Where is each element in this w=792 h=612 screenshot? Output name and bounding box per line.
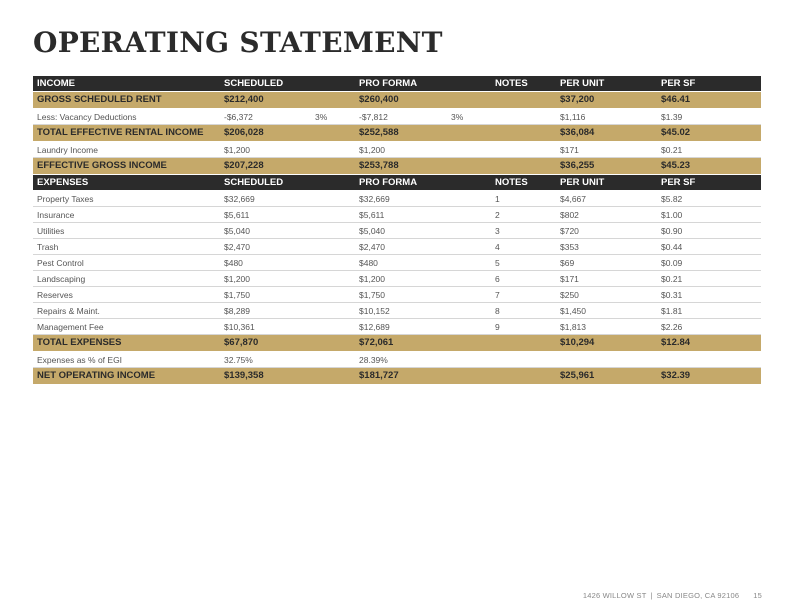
expenses-header-row bbox=[33, 175, 761, 190]
page-title: OPERATING STATEMENT bbox=[33, 26, 443, 59]
row-label: TOTAL EFFECTIVE RENTAL INCOME bbox=[37, 127, 204, 138]
per-unit-value: $171 bbox=[560, 144, 579, 155]
per-sf-value: $0.21 bbox=[661, 144, 683, 155]
income-row bbox=[33, 142, 761, 158]
per-unit-value: $353 bbox=[560, 241, 579, 252]
income-header-label: INCOME bbox=[37, 77, 75, 89]
row-label: Repairs & Maint. bbox=[37, 305, 100, 316]
pro-forma-value: $5,040 bbox=[359, 225, 385, 236]
scheduled-percent: 3% bbox=[315, 111, 328, 122]
scheduled-value: $206,028 bbox=[224, 127, 264, 138]
pro-forma-value: $252,588 bbox=[359, 127, 399, 138]
per-unit-value: $10,294 bbox=[560, 337, 595, 348]
notes-value: 4 bbox=[495, 241, 500, 252]
per-sf-value: $5.82 bbox=[661, 193, 683, 204]
per-unit-value: $25,961 bbox=[560, 370, 595, 381]
row-label: EFFECTIVE GROSS INCOME bbox=[37, 160, 167, 171]
income-row bbox=[33, 109, 761, 125]
row-label: Utilities bbox=[37, 225, 65, 236]
pro-forma-value: $32,669 bbox=[359, 193, 390, 204]
pro-forma-value: $480 bbox=[359, 257, 378, 268]
scheduled-value: $5,611 bbox=[224, 209, 250, 220]
scheduled-value: $8,289 bbox=[224, 305, 250, 316]
scheduled-value: $1,200 bbox=[224, 144, 250, 155]
income-header-pro-forma: PRO FORMA bbox=[359, 77, 418, 89]
per-unit-value: $36,084 bbox=[560, 127, 595, 138]
row-label: Trash bbox=[37, 241, 59, 252]
per-sf-value: $0.09 bbox=[661, 257, 683, 268]
row-label: Laundry Income bbox=[37, 144, 98, 155]
pro-forma-value: $10,152 bbox=[359, 305, 390, 316]
pro-forma-value: -$7,812 bbox=[359, 111, 388, 122]
expenses-total-row bbox=[33, 335, 761, 351]
expenses-row bbox=[33, 239, 761, 255]
row-label: Less: Vacancy Deductions bbox=[37, 111, 137, 122]
pro-forma-value: $5,611 bbox=[359, 209, 385, 220]
scheduled-value: $212,400 bbox=[224, 94, 264, 105]
per-unit-value: $37,200 bbox=[560, 94, 595, 105]
notes-value: 6 bbox=[495, 273, 500, 284]
per-unit-value: $1,450 bbox=[560, 305, 586, 316]
income-header-per-unit: PER UNIT bbox=[560, 77, 605, 89]
income-header-row bbox=[33, 76, 761, 91]
notes-value: 7 bbox=[495, 289, 500, 300]
row-label: Insurance bbox=[37, 209, 75, 220]
row-label: NET OPERATING INCOME bbox=[37, 370, 156, 381]
per-sf-value: $46.41 bbox=[661, 94, 691, 105]
expenses-header-label: EXPENSES bbox=[37, 176, 89, 188]
pro-forma-value: $1,200 bbox=[359, 144, 385, 155]
per-unit-value: $4,667 bbox=[560, 193, 586, 204]
expenses-table bbox=[33, 175, 761, 385]
scheduled-value: $480 bbox=[224, 257, 243, 268]
expenses-row bbox=[33, 287, 761, 303]
per-sf-value: $1.00 bbox=[661, 209, 683, 220]
expenses-header-per-sf: PER SF bbox=[661, 176, 696, 188]
footer-separator: | bbox=[650, 591, 653, 600]
per-unit-value: $1,813 bbox=[560, 321, 586, 332]
per-unit-value: $171 bbox=[560, 273, 579, 284]
row-label: Reserves bbox=[37, 289, 73, 300]
row-label: TOTAL EXPENSES bbox=[37, 337, 122, 348]
notes-value: 5 bbox=[495, 257, 500, 268]
expenses-header-pro-forma: PRO FORMA bbox=[359, 176, 418, 188]
income-header-notes: NOTES bbox=[495, 77, 528, 89]
notes-value: 8 bbox=[495, 305, 500, 316]
income-header-scheduled: SCHEDULED bbox=[224, 77, 284, 89]
pro-forma-value: $181,727 bbox=[359, 370, 399, 381]
expenses-header-per-unit: PER UNIT bbox=[560, 176, 605, 188]
per-unit-value: $69 bbox=[560, 257, 575, 268]
pro-forma-value: $2,470 bbox=[359, 241, 385, 252]
per-sf-value: $45.23 bbox=[661, 160, 691, 171]
row-label: Property Taxes bbox=[37, 193, 94, 204]
pro-forma-value: $1,750 bbox=[359, 289, 385, 300]
row-label: Management Fee bbox=[37, 321, 104, 332]
notes-value: 9 bbox=[495, 321, 500, 332]
expenses-row bbox=[33, 271, 761, 287]
notes-value: 1 bbox=[495, 193, 500, 204]
row-label: Expenses as % of EGI bbox=[37, 354, 123, 365]
notes-value: 2 bbox=[495, 209, 500, 220]
footer-address: 1426 WILLOW ST bbox=[582, 591, 647, 600]
per-unit-value: $36,255 bbox=[560, 160, 595, 171]
scheduled-value: $1,750 bbox=[224, 289, 250, 300]
per-unit-value: $1,116 bbox=[560, 111, 586, 122]
pro-forma-value: $72,061 bbox=[359, 337, 394, 348]
income-total-row bbox=[33, 125, 761, 141]
expenses-row bbox=[33, 255, 761, 271]
per-unit-value: $802 bbox=[560, 209, 579, 220]
pro-forma-value: $1,200 bbox=[359, 273, 385, 284]
expenses-row bbox=[33, 303, 761, 319]
per-sf-value: $45.02 bbox=[661, 127, 691, 138]
expenses-row bbox=[33, 319, 761, 335]
scheduled-value: 32.75% bbox=[224, 354, 253, 365]
per-sf-value: $0.21 bbox=[661, 273, 683, 284]
scheduled-value: $207,228 bbox=[224, 160, 264, 171]
expenses-header-scheduled: SCHEDULED bbox=[224, 176, 284, 188]
expenses-total-row bbox=[33, 368, 761, 384]
expenses-header-notes: NOTES bbox=[495, 176, 528, 188]
scheduled-value: $139,358 bbox=[224, 370, 264, 381]
per-sf-value: $0.90 bbox=[661, 225, 683, 236]
pro-forma-percent: 3% bbox=[451, 111, 464, 122]
scheduled-value: $10,361 bbox=[224, 321, 255, 332]
per-sf-value: $2.26 bbox=[661, 321, 683, 332]
footer-city: SAN DIEGO, CA 92106 bbox=[656, 591, 740, 600]
pro-forma-value: $12,689 bbox=[359, 321, 390, 332]
expenses-row bbox=[33, 352, 761, 368]
page-number: 15 bbox=[753, 591, 762, 600]
row-label: GROSS SCHEDULED RENT bbox=[37, 94, 162, 105]
per-sf-value: $12.84 bbox=[661, 337, 691, 348]
income-table bbox=[33, 76, 761, 175]
scheduled-value: -$6,372 bbox=[224, 111, 253, 122]
expenses-row bbox=[33, 207, 761, 223]
row-label: Pest Control bbox=[37, 257, 84, 268]
row-label: Landscaping bbox=[37, 273, 86, 284]
scheduled-value: $5,040 bbox=[224, 225, 250, 236]
notes-value: 3 bbox=[495, 225, 500, 236]
scheduled-value: $1,200 bbox=[224, 273, 250, 284]
pro-forma-value: $253,788 bbox=[359, 160, 399, 171]
scheduled-value: $67,870 bbox=[224, 337, 259, 348]
pro-forma-value: $260,400 bbox=[359, 94, 399, 105]
per-sf-value: $0.44 bbox=[661, 241, 683, 252]
income-total-row bbox=[33, 158, 761, 174]
per-unit-value: $720 bbox=[560, 225, 579, 236]
per-sf-value: $32.39 bbox=[661, 370, 691, 381]
scheduled-value: $32,669 bbox=[224, 193, 255, 204]
income-header-per-sf: PER SF bbox=[661, 77, 696, 89]
per-sf-value: $1.81 bbox=[661, 305, 683, 316]
per-sf-value: $1.39 bbox=[661, 111, 683, 122]
scheduled-value: $2,470 bbox=[224, 241, 250, 252]
per-unit-value: $250 bbox=[560, 289, 579, 300]
per-sf-value: $0.31 bbox=[661, 289, 683, 300]
expenses-row bbox=[33, 191, 761, 207]
income-rows bbox=[33, 92, 761, 174]
page-footer bbox=[583, 591, 762, 600]
expenses-row bbox=[33, 223, 761, 239]
expenses-rows bbox=[33, 191, 761, 384]
pro-forma-value: 28.39% bbox=[359, 354, 388, 365]
income-total-row bbox=[33, 92, 761, 108]
